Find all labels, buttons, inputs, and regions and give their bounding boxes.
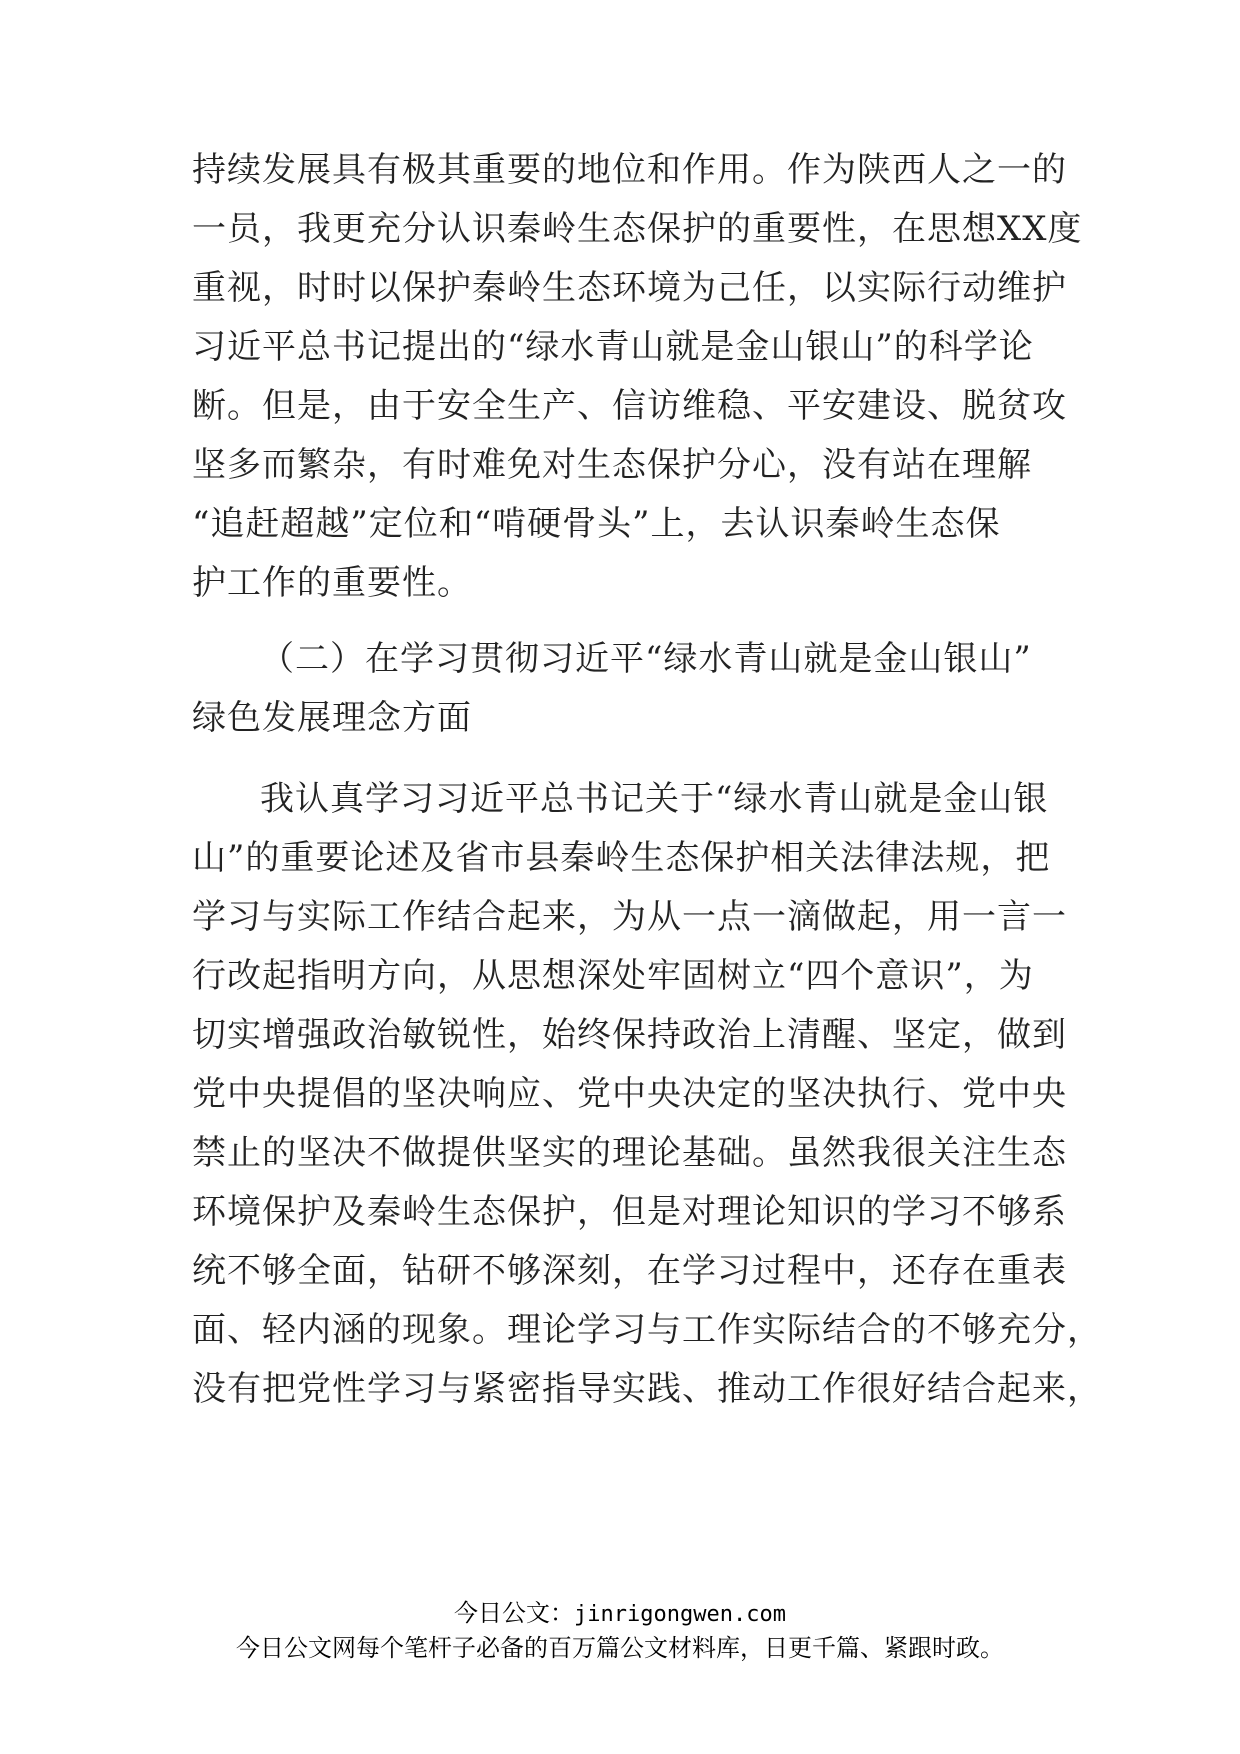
body-line: 没有把党性学习与紧密指导实践、推动工作很好结合起来，: [192, 1369, 1102, 1409]
body-line: 山”的重要论述及省市县秦岭生态保护相关法律法规，把: [192, 838, 1051, 878]
body-line: 环境保护及秦岭生态保护，但是对理论知识的学习不够系: [192, 1192, 1067, 1232]
body-line: 重视，时时以保护秦岭生态环境为己任，以实际行动维护: [192, 268, 1067, 308]
body-line: 统不够全面，钻研不够深刻，在学习过程中，还存在重表: [192, 1251, 1067, 1291]
body-line: 面、轻内涵的现象。理论学习与工作实际结合的不够充分，: [192, 1310, 1102, 1350]
footer-slogan: 今日公文网每个笔杆子必备的百万篇公文材料库，日更千篇、紧跟时政。: [236, 1634, 1004, 1662]
body-line: 持续发展具有极其重要的地位和作用。作为陕西人之一的: [192, 150, 1067, 190]
body-line: 断。但是，由于安全生产、信访维稳、平安建设、脱贫攻: [192, 386, 1067, 426]
footer-site-url[interactable]: jinrigongwen.com: [574, 1602, 786, 1627]
body-line: “追赶超越”定位和“啃硬骨头”上，去认识秦岭生态保: [192, 504, 1001, 544]
body-line: 禁止的坚决不做提供坚实的理论基础。虽然我很关注生态: [192, 1133, 1067, 1173]
section-heading-continued: 绿色发展理念方面: [192, 698, 472, 738]
body-line: 切实增强政治敏锐性，始终保持政治上清醒、坚定，做到: [192, 1015, 1067, 1055]
body-line: 学习与实际工作结合起来，为从一点一滴做起，用一言一: [192, 897, 1067, 937]
body-line: 一员，我更充分认识秦岭生态保护的重要性，在思想XX度: [192, 209, 1083, 249]
body-line: 习近平总书记提出的“绿水青山就是金山银山”的科学论: [192, 327, 1034, 367]
body-line: 党中央提倡的坚决响应、党中央决定的坚决执行、党中央: [192, 1074, 1067, 1114]
footer-site-label: 今日公文：: [454, 1599, 575, 1627]
body-line: 坚多而繁杂，有时难免对生态保护分心，没有站在理解: [192, 445, 1032, 485]
footer-site-line: [0, 1598, 1240, 1630]
body-line: 我认真学习习近平总书记关于“绿水青山就是金山银: [260, 779, 1049, 819]
section-heading: （二）在学习贯彻习近平“绿水青山就是金山银山”: [260, 639, 1032, 679]
body-line: 行改起指明方向，从思想深处牢固树立“四个意识”，为: [192, 956, 1034, 996]
body-line: 护工作的重要性。: [192, 563, 472, 603]
